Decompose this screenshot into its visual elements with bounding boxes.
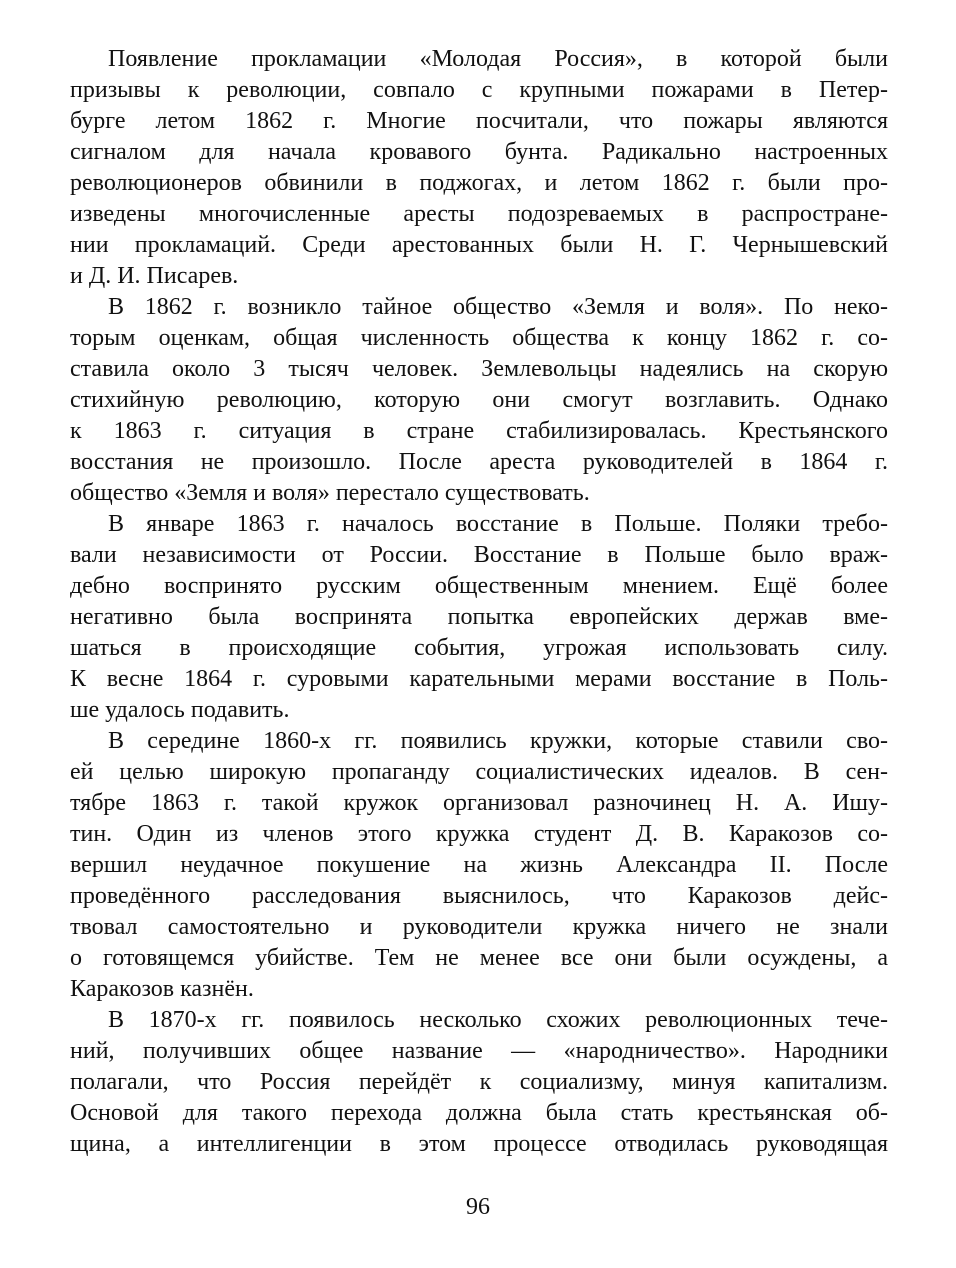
text-line: изведены многочисленные аресты подозреваемых в распростране-: [70, 201, 888, 227]
text-line: шаться в происходящие события, угрожая использовать силу.: [70, 635, 888, 661]
text-line: вали независимости от России. Восстание в Польше было враж-: [70, 542, 888, 568]
text-line: Основой для такого перехода должна была стать крестьянская об-: [70, 1100, 888, 1126]
text-line: ний, получивших общее название — «народничество». Народники: [70, 1038, 888, 1064]
text-line: о готовящемся убийстве. Тем не менее все они были осуждены, а: [70, 945, 888, 971]
page-body-text: [70, 44, 888, 1160]
text-line: В 1870-х гг. появилось несколько схожих революционных тече-: [108, 1007, 888, 1033]
text-line: и Д. И. Писарев.: [70, 263, 239, 289]
paragraph: [70, 1005, 888, 1160]
text-line: призывы к революции, совпало с крупными пожарами в Петер-: [70, 77, 888, 103]
text-line: торым оценкам, общая численность общества к концу 1862 г. со-: [70, 325, 888, 351]
paragraph: [70, 726, 888, 1005]
text-line: нии прокламаций. Среди арестованных были Н. Г. Чернышевский: [70, 232, 888, 258]
text-line: негативно была воспринята попытка европейских держав вме-: [70, 604, 888, 630]
paragraph: [70, 292, 888, 509]
text-line: ей целью широкую пропаганду социалистических идеалов. В сен-: [70, 759, 888, 785]
text-line: восстания не произошло. После ареста руководителей в 1864 г.: [70, 449, 888, 475]
paragraph: [70, 509, 888, 726]
text-line: проведённого расследования выяснилось, что Каракозов дейс-: [70, 883, 888, 909]
text-line: твовал самостоятельно и руководители кружка ничего не знали: [70, 914, 888, 940]
text-line: вершил неудачное покушение на жизнь Александра II. После: [70, 852, 888, 878]
text-line: В середине 1860-х гг. появились кружки, которые ставили сво-: [108, 728, 888, 754]
page-number: 96: [466, 1194, 490, 1220]
text-line: общество «Земля и воля» перестало существовать.: [70, 480, 590, 506]
text-line: В январе 1863 г. началось восстание в Польше. Поляки требо-: [108, 511, 888, 537]
text-line: В 1862 г. возникло тайное общество «Земля и воля». По неко-: [108, 294, 888, 320]
text-line: щина, а интеллигенции в этом процессе отводилась руководящая: [70, 1131, 888, 1157]
text-line: полагали, что Россия перейдёт к социализму, минуя капитализм.: [70, 1069, 888, 1095]
text-line: Появление прокламации «Молодая Россия», в которой были: [108, 46, 888, 72]
text-line: К весне 1864 г. суровыми карательными мерами восстание в Поль-: [70, 666, 888, 692]
text-line: тин. Один из членов этого кружка студент Д. В. Каракозов со-: [70, 821, 888, 847]
text-line: Каракозов казнён.: [70, 976, 254, 1002]
paragraph: [70, 44, 888, 292]
text-line: дебно воспринято русским общественным мнением. Ещё более: [70, 573, 888, 599]
text-line: революционеров обвинили в поджогах, и летом 1862 г. были про-: [70, 170, 888, 196]
text-line: стихийную революцию, которую они смогут возглавить. Однако: [70, 387, 888, 413]
text-line: тябре 1863 г. такой кружок организовал разночинец Н. А. Ишу-: [70, 790, 888, 816]
text-line: ше удалось подавить.: [70, 697, 290, 723]
text-line: бурге летом 1862 г. Многие посчитали, что пожары являются: [70, 108, 888, 134]
text-line: ставила около 3 тысяч человек. Землевольцы надеялись на скорую: [70, 356, 888, 382]
text-line: к 1863 г. ситуация в стране стабилизировалась. Крестьянского: [70, 418, 888, 444]
text-line: сигналом для начала кровавого бунта. Радикально настроенных: [70, 139, 888, 165]
